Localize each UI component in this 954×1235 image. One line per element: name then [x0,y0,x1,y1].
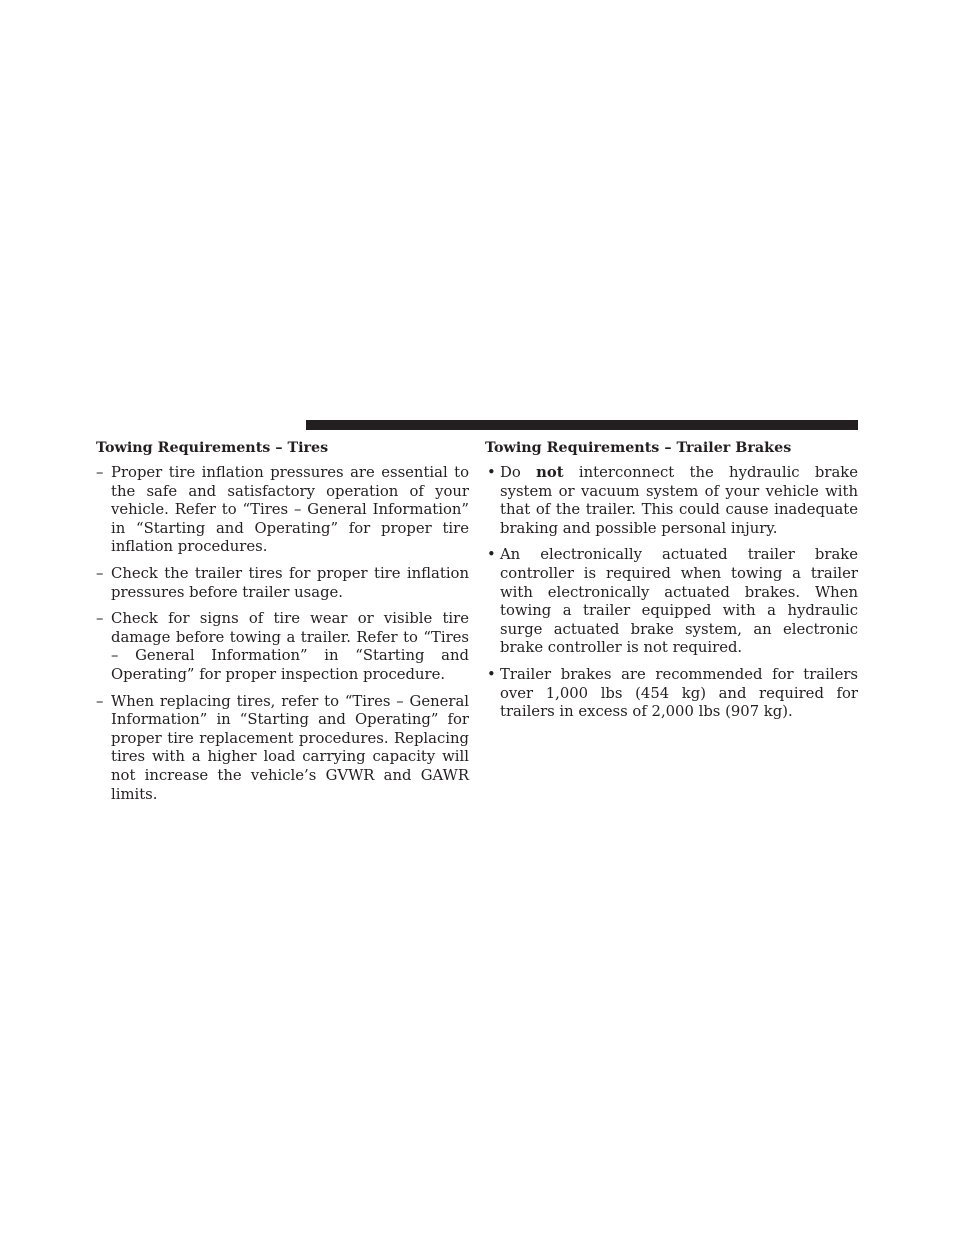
list-item [485,666,858,722]
list-item [485,546,858,658]
bullet-marker: • [487,665,496,683]
right-column [485,438,858,730]
do-word: Do [500,464,521,481]
list-item-text: Trailer brakes are recommended for trailers over 1,000 lbs (454 kg) and required for trailers in excess of 2,000 lbs (907 kg). [500,665,858,721]
list-item [96,610,469,684]
left-column [96,438,469,812]
list-item [96,693,469,805]
dash-marker: – [96,692,104,710]
item-remainder: interconnect the hydraulic brake system or vacuum system of your vehicle with that of the trailer. This could cause inadequate braking and possible personal injury. [500,464,858,537]
list-item-text: When replacing tires, refer to “Tires – General Information” in “Starting and Operating” for proper tire replacement procedures. Replacing tires with a higher load carrying capacity will not increase the vehicle’s GVWR and GAWR limits. [111,692,469,803]
trailer-brakes-heading: Towing Requirements – Trailer Brakes [485,440,792,456]
list-item-text [500,464,858,537]
list-item-text: Check the trailer tires for proper tire inflation pressures before trailer usage. [111,564,469,601]
bullet-marker: • [487,546,496,564]
dash-marker: – [96,564,104,582]
bullet-marker: • [487,464,496,481]
dash-marker: – [96,610,104,628]
dash-marker: – [96,464,104,481]
list-item-text: An electronically actuated trailer brake controller is required when towing a trailer with electronically actuated brakes. When towing a trailer equipped with a hydraulic surge actuated brake system, an electronic brake controller is not required. [500,546,858,657]
list-item-text: Check for signs of tire wear or visible tire damage before towing a trailer. Refer to “Tires – General Information” in “Starting and Operating” for proper inspection procedure. [111,610,469,683]
header-rule [306,420,858,430]
tires-list [96,464,469,804]
list-item-text: Proper tire inflation pressures are essential to the safe and satisfactory operation of your vehicle. Refer to “Tires – General Information” in “Starting and Operating” for proper tire inflation procedures. [111,464,469,556]
list-item [485,464,858,538]
list-item [96,464,469,557]
list-item [96,565,469,602]
tires-heading: Towing Requirements – Tires [96,440,329,456]
trailer-brakes-list [485,464,858,722]
not-emphasis: not [536,464,564,481]
